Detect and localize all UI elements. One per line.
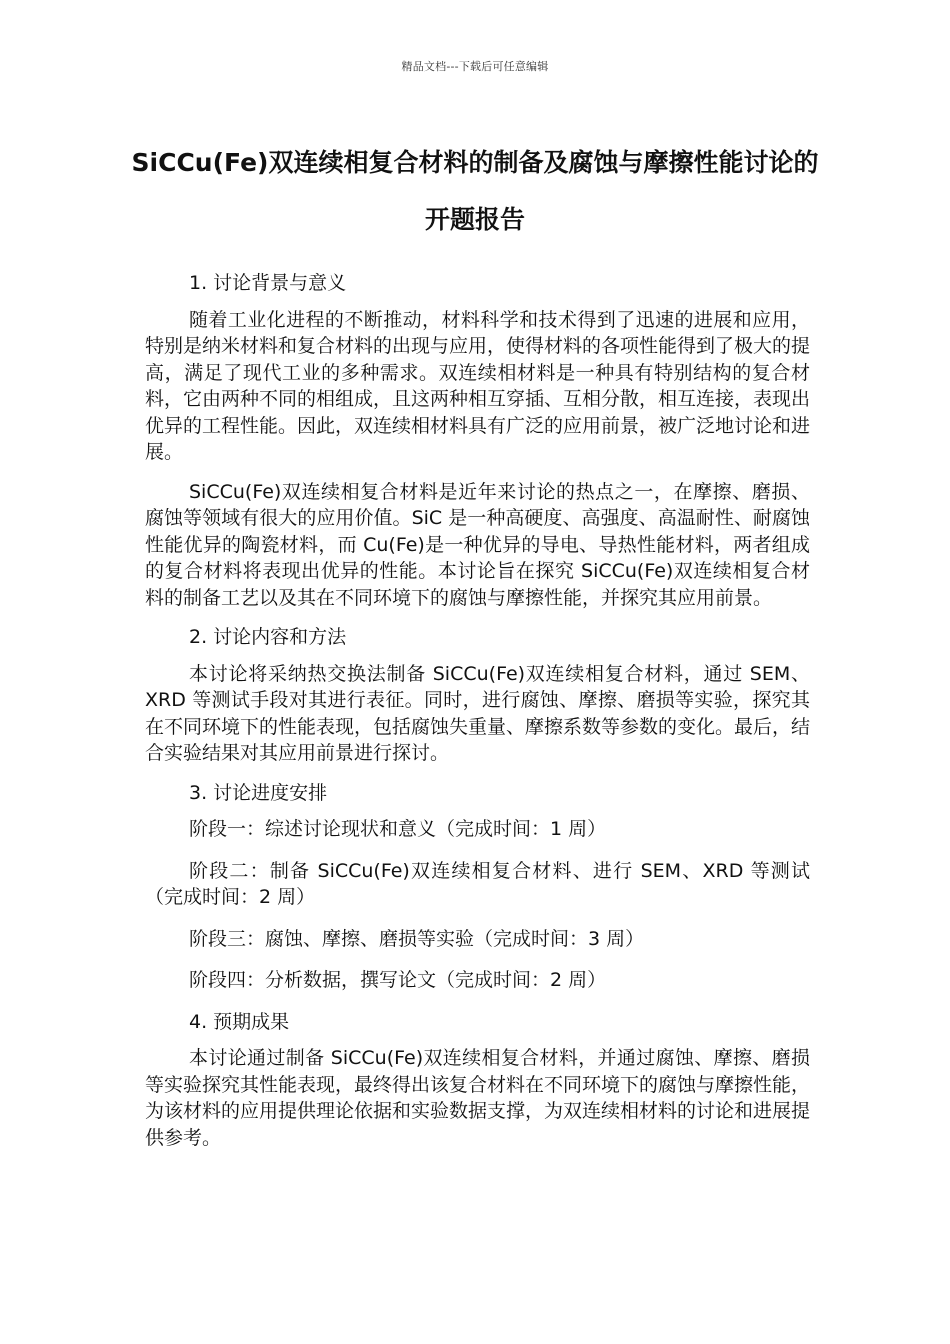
section-heading: 2. 讨论内容和方法: [189, 626, 347, 648]
schedule-item: 阶段二：制备 SiCCu(Fe)双连续相复合材料、进行 SEM、XRD 等测试（完成时间：2 周）: [145, 859, 810, 908]
schedule-item: 阶段一：综述讨论现状和意义（完成时间：1 周）: [189, 818, 607, 840]
document-title: SiCCu(Fe)双连续相复合材料的制备及腐蚀与摩擦性能讨论的开题报告: [131, 148, 819, 234]
section-heading: 3. 讨论进度安排: [189, 781, 328, 804]
document-body: [145, 270, 810, 1164]
paragraph: 本讨论将采纳热交换法制备 SiCCu(Fe)双连续相复合材料，通过 SEM、XRD 等测试手段对其进行表征。同时，进行腐蚀、摩擦、磨损等实验，探究其在不同环境下的性能表现，包括腐蚀失重量、摩擦系数等参数的变化。最后，结合实验结果对其应用前景进行探讨。: [145, 662, 811, 764]
header-note: 精品文档---下载后可任意编辑: [401, 60, 549, 73]
schedule-item: 阶段四：分析数据，撰写论文（完成时间：2 周）: [189, 969, 607, 991]
schedule-item: 阶段三：腐蚀、摩擦、磨损等实验（完成时间：3 周）: [189, 927, 645, 950]
paragraph: 随着工业化进程的不断推动，材料科学和技术得到了迅速的进展和应用，特别是纳米材料和复合材料的出现与应用，使得材料的各项性能得到了极大的提高，满足了现代工业的多种需求。双连续相材料是一种具有特别结构的复合材料，它由两种不同的相组成，且这两种相互穿插、互相分散，相互连接，表现出优异的工程性能。因此，双连续相材料具有广泛的应用前景，被广泛地讨论和进展。: [145, 308, 811, 463]
paragraph: SiCCu(Fe)双连续相复合材料是近年来讨论的热点之一，在摩擦、磨损、腐蚀等领域有很大的应用价值。SiC 是一种高硬度、高强度、高温耐性、耐腐蚀性能优异的陶瓷材料，而 Cu(Fe)是一种优异的导电、导热性能材料，两者组成的复合材料将表现出优异的性能。本讨论旨在探究 SiCCu(Fe)双连续相复合材料的制备工艺以及其在不同环境下的腐蚀与摩擦性能，并探究其应用前景。: [145, 480, 810, 609]
paragraph: 本讨论通过制备 SiCCu(Fe)双连续相复合材料，并通过腐蚀、摩擦、磨损等实验探究其性能表现，最终得出该复合材料在不同环境下的腐蚀与摩擦性能，为该材料的应用提供理论依据和实验数据支撑，为双连续相材料的讨论和进展提供参考。: [145, 1047, 811, 1149]
section-heading: 1. 讨论背景与意义: [189, 272, 347, 294]
section-heading: 4. 预期成果: [189, 1010, 290, 1033]
